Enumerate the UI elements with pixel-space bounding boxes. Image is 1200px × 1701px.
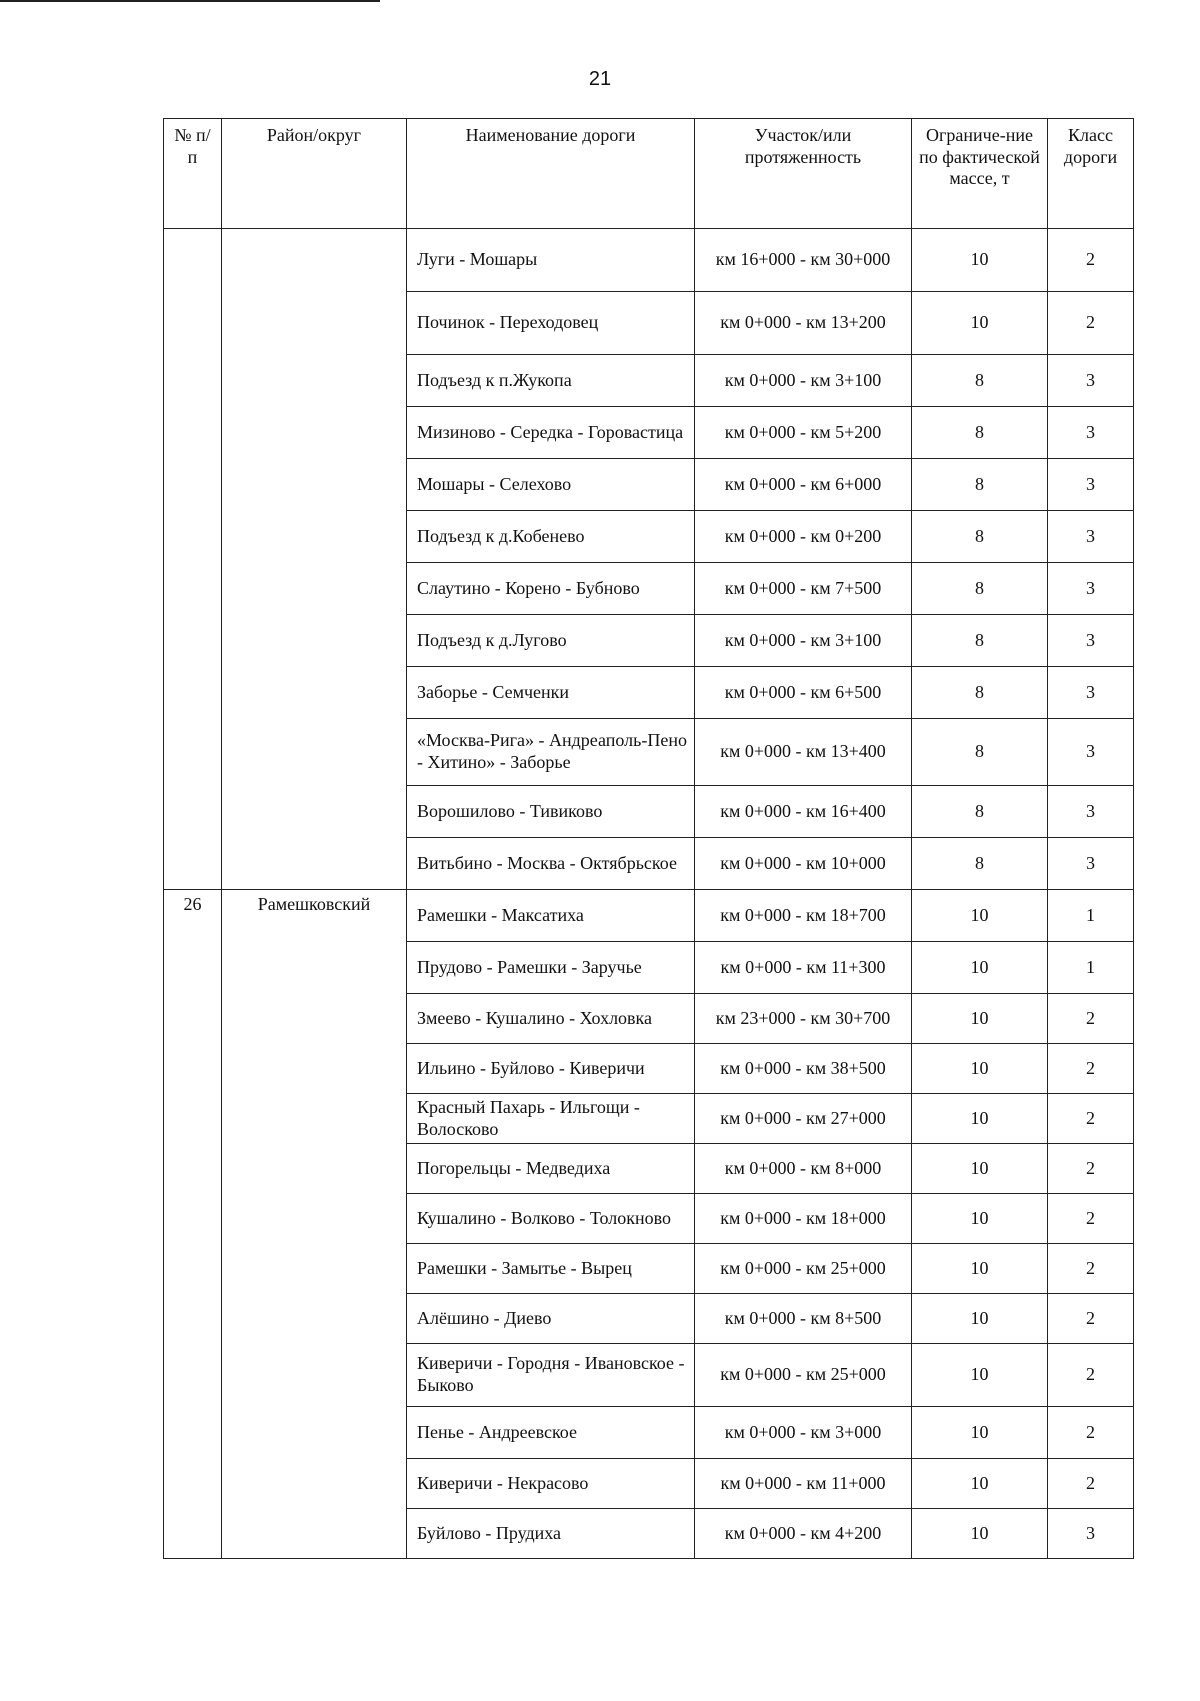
mass-limit: 8 bbox=[912, 615, 1048, 667]
road-name: Витьбино - Москва - Октябрьское bbox=[407, 838, 695, 890]
mass-limit: 8 bbox=[912, 667, 1048, 719]
road-name: Подъезд к п.Жукопа bbox=[407, 355, 695, 407]
road-class: 2 bbox=[1048, 1459, 1134, 1509]
road-section: км 0+000 - км 4+200 bbox=[695, 1509, 912, 1559]
road-class: 2 bbox=[1048, 1094, 1134, 1144]
road-class: 2 bbox=[1048, 1294, 1134, 1344]
road-section: км 0+000 - км 7+500 bbox=[695, 563, 912, 615]
road-name: Рамешки - Максатиха bbox=[407, 890, 695, 942]
road-name: Киверичи - Городня - Ивановское - Быково bbox=[407, 1344, 695, 1407]
road-class: 3 bbox=[1048, 786, 1134, 838]
road-class: 2 bbox=[1048, 1344, 1134, 1407]
header-num: № п/п bbox=[164, 119, 222, 229]
mass-limit: 10 bbox=[912, 890, 1048, 942]
road-name: Заборье - Семченки bbox=[407, 667, 695, 719]
page-top-rule bbox=[0, 0, 380, 2]
road-class: 1 bbox=[1048, 942, 1134, 994]
road-class: 3 bbox=[1048, 838, 1134, 890]
road-class: 2 bbox=[1048, 1244, 1134, 1294]
header-road: Наименование дороги bbox=[407, 119, 695, 229]
header-row bbox=[164, 119, 1134, 229]
road-name: Алёшино - Диево bbox=[407, 1294, 695, 1344]
road-section: км 0+000 - км 3+100 bbox=[695, 355, 912, 407]
road-section: км 0+000 - км 5+200 bbox=[695, 407, 912, 459]
road-class: 3 bbox=[1048, 407, 1134, 459]
road-name: Починок - Переходовец bbox=[407, 292, 695, 355]
mass-limit: 10 bbox=[912, 1294, 1048, 1344]
mass-limit: 10 bbox=[912, 229, 1048, 292]
road-name: Пенье - Андреевское bbox=[407, 1407, 695, 1459]
mass-limit: 10 bbox=[912, 994, 1048, 1044]
road-section: км 0+000 - км 11+000 bbox=[695, 1459, 912, 1509]
mass-limit: 8 bbox=[912, 407, 1048, 459]
row-number bbox=[164, 229, 222, 890]
header-section: Участок/или протяженность bbox=[695, 119, 912, 229]
road-name: Змеево - Кушалино - Хохловка bbox=[407, 994, 695, 1044]
road-name: Ильино - Буйлово - Киверичи bbox=[407, 1044, 695, 1094]
road-section: км 0+000 - км 25+000 bbox=[695, 1244, 912, 1294]
mass-limit: 10 bbox=[912, 1344, 1048, 1407]
road-name: Погорельцы - Медведиха bbox=[407, 1144, 695, 1194]
table-row bbox=[164, 229, 1134, 292]
road-class: 2 bbox=[1048, 1044, 1134, 1094]
road-name: Ворошилово - Тивиково bbox=[407, 786, 695, 838]
road-section: км 0+000 - км 27+000 bbox=[695, 1094, 912, 1144]
road-name: Подъезд к д.Кобенево bbox=[407, 511, 695, 563]
road-section: км 0+000 - км 6+500 bbox=[695, 667, 912, 719]
mass-limit: 10 bbox=[912, 942, 1048, 994]
mass-limit: 8 bbox=[912, 838, 1048, 890]
mass-limit: 8 bbox=[912, 563, 1048, 615]
road-name: Луги - Мошары bbox=[407, 229, 695, 292]
page-number: 21 bbox=[588, 68, 612, 90]
mass-limit: 10 bbox=[912, 1144, 1048, 1194]
mass-limit: 10 bbox=[912, 1459, 1048, 1509]
road-section: км 0+000 - км 3+100 bbox=[695, 615, 912, 667]
road-class: 2 bbox=[1048, 1407, 1134, 1459]
mass-limit: 10 bbox=[912, 1194, 1048, 1244]
road-class: 3 bbox=[1048, 667, 1134, 719]
road-section: км 0+000 - км 16+400 bbox=[695, 786, 912, 838]
mass-limit: 10 bbox=[912, 1407, 1048, 1459]
road-section: км 16+000 - км 30+000 bbox=[695, 229, 912, 292]
road-class: 3 bbox=[1048, 355, 1134, 407]
road-name: Слаутино - Корено - Бубново bbox=[407, 563, 695, 615]
mass-limit: 8 bbox=[912, 355, 1048, 407]
road-class: 2 bbox=[1048, 994, 1134, 1044]
road-class: 3 bbox=[1048, 615, 1134, 667]
road-name: Рамешки - Замытье - Вырец bbox=[407, 1244, 695, 1294]
road-name: Прудово - Рамешки - Заручье bbox=[407, 942, 695, 994]
road-class: 2 bbox=[1048, 1144, 1134, 1194]
district-name bbox=[222, 229, 407, 890]
table-header bbox=[164, 119, 1134, 229]
road-class: 3 bbox=[1048, 459, 1134, 511]
roads-table bbox=[163, 118, 1134, 1559]
road-name: Мошары - Селехово bbox=[407, 459, 695, 511]
header-limit: Ограниче-ние по фактической массе, т bbox=[912, 119, 1048, 229]
road-section: км 0+000 - км 13+200 bbox=[695, 292, 912, 355]
road-class: 3 bbox=[1048, 719, 1134, 786]
mass-limit: 10 bbox=[912, 292, 1048, 355]
mass-limit: 10 bbox=[912, 1044, 1048, 1094]
road-section: км 0+000 - км 25+000 bbox=[695, 1344, 912, 1407]
road-name: Красный Пахарь - Ильгощи - Волосково bbox=[407, 1094, 695, 1144]
road-section: км 0+000 - км 8+500 bbox=[695, 1294, 912, 1344]
road-section: км 0+000 - км 18+000 bbox=[695, 1194, 912, 1244]
mass-limit: 8 bbox=[912, 511, 1048, 563]
road-section: км 0+000 - км 8+000 bbox=[695, 1144, 912, 1194]
road-section: км 0+000 - км 10+000 bbox=[695, 838, 912, 890]
mass-limit: 8 bbox=[912, 719, 1048, 786]
road-name: Киверичи - Некрасово bbox=[407, 1459, 695, 1509]
road-name: Мизиново - Середка - Горовастица bbox=[407, 407, 695, 459]
road-class: 2 bbox=[1048, 229, 1134, 292]
mass-limit: 8 bbox=[912, 786, 1048, 838]
header-class: Класс дороги bbox=[1048, 119, 1134, 229]
road-section: км 0+000 - км 0+200 bbox=[695, 511, 912, 563]
road-section: км 0+000 - км 11+300 bbox=[695, 942, 912, 994]
road-class: 3 bbox=[1048, 1509, 1134, 1559]
road-section: км 0+000 - км 6+000 bbox=[695, 459, 912, 511]
road-section: км 0+000 - км 18+700 bbox=[695, 890, 912, 942]
road-class: 3 bbox=[1048, 563, 1134, 615]
header-district: Район/округ bbox=[222, 119, 407, 229]
road-section: км 0+000 - км 3+000 bbox=[695, 1407, 912, 1459]
road-section: км 23+000 - км 30+700 bbox=[695, 994, 912, 1044]
road-name: «Москва-Рига» - Андреаполь-Пено - Хитино» - Заборье bbox=[407, 719, 695, 786]
road-class: 2 bbox=[1048, 1194, 1134, 1244]
road-name: Буйлово - Прудиха bbox=[407, 1509, 695, 1559]
road-name: Подъезд к д.Лугово bbox=[407, 615, 695, 667]
mass-limit: 8 bbox=[912, 459, 1048, 511]
mass-limit: 10 bbox=[912, 1509, 1048, 1559]
road-section: км 0+000 - км 38+500 bbox=[695, 1044, 912, 1094]
road-section: км 0+000 - км 13+400 bbox=[695, 719, 912, 786]
road-class: 3 bbox=[1048, 511, 1134, 563]
mass-limit: 10 bbox=[912, 1094, 1048, 1144]
mass-limit: 10 bbox=[912, 1244, 1048, 1294]
road-class: 1 bbox=[1048, 890, 1134, 942]
road-name: Кушалино - Волково - Толокново bbox=[407, 1194, 695, 1244]
table-body bbox=[164, 229, 1134, 1559]
table-row bbox=[164, 890, 1134, 942]
road-class: 2 bbox=[1048, 292, 1134, 355]
district-name: Рамешковский bbox=[222, 890, 407, 1559]
row-number: 26 bbox=[164, 890, 222, 1559]
